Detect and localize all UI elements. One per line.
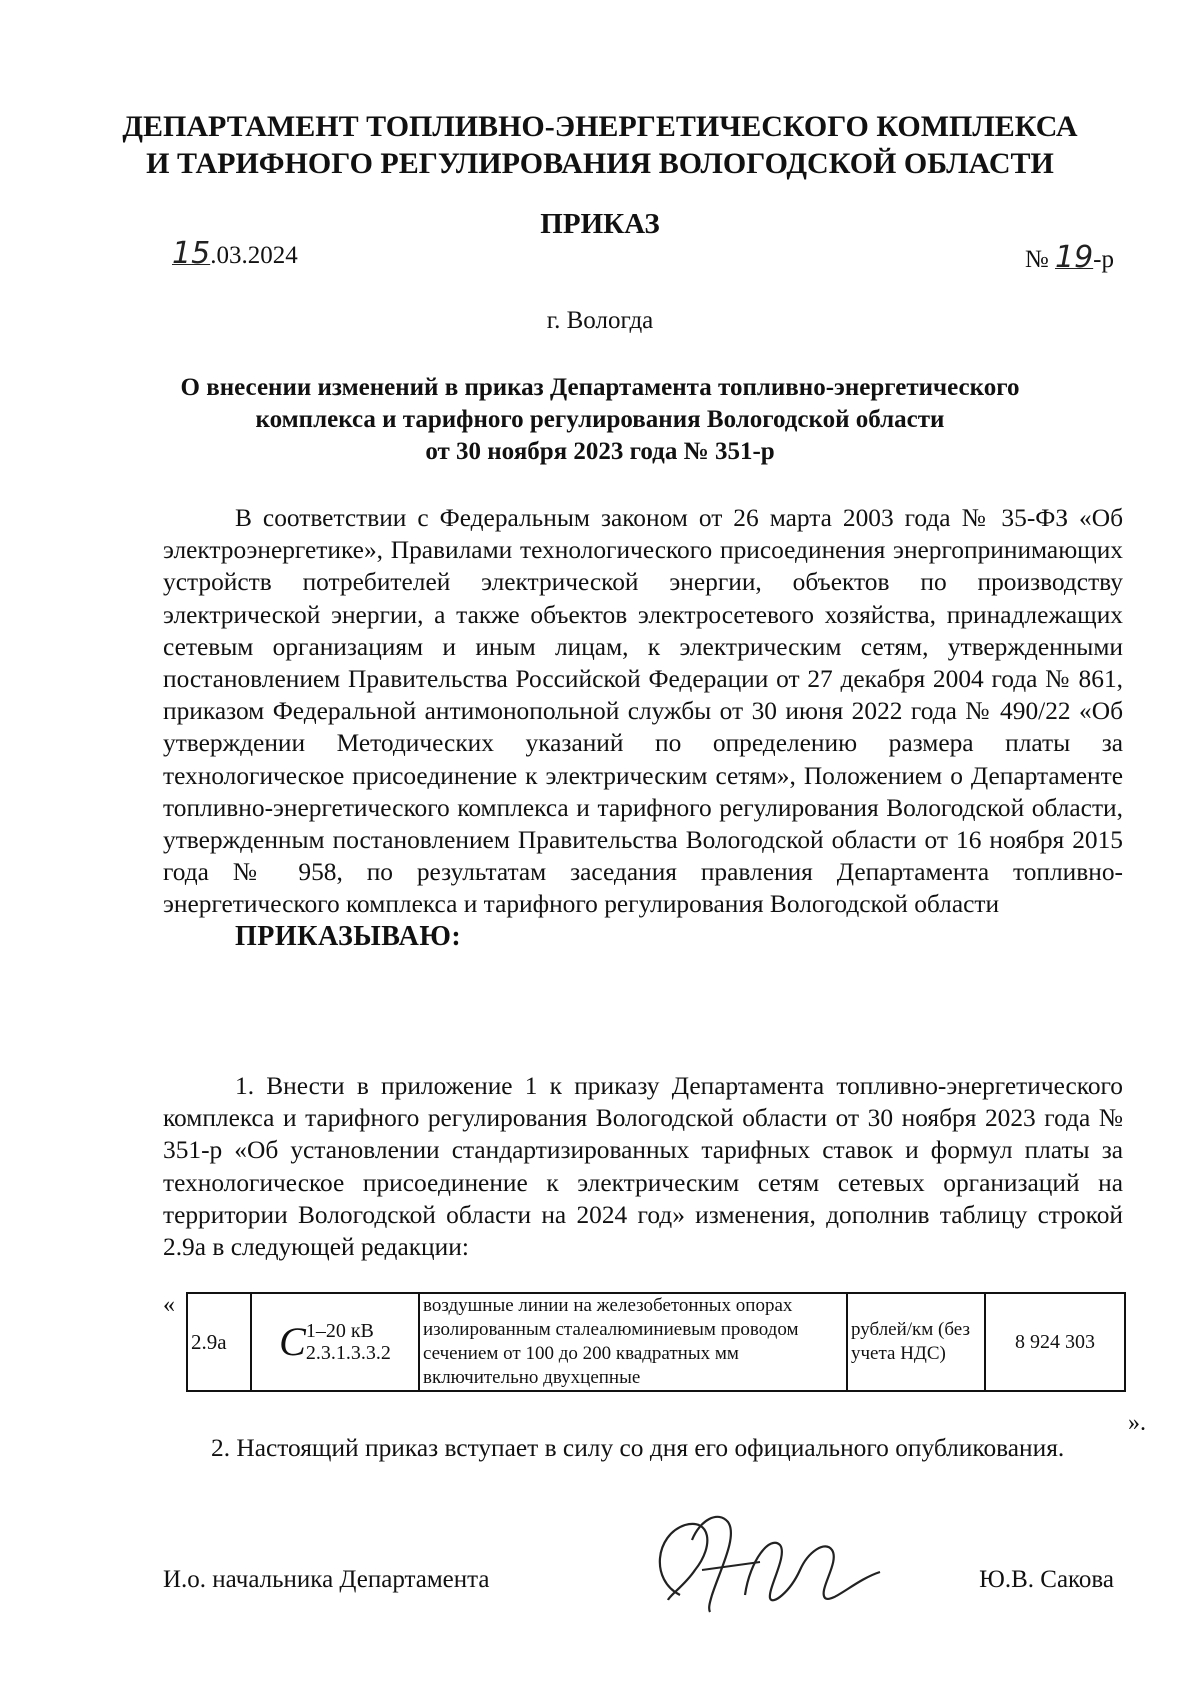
- formula-superscript: 1–20 кВ: [305, 1320, 374, 1342]
- table-close-quote: ».: [1128, 1410, 1146, 1436]
- city: г. Вологда: [546, 307, 654, 334]
- formula-subscript: 2.3.1.3.3.2: [305, 1342, 391, 1364]
- number-sign: №: [1024, 246, 1049, 273]
- subject-line-1: О внесении изменений в приказ Департамента топливно-энергетического: [180, 374, 1020, 401]
- table-open-quote: «: [163, 1292, 175, 1318]
- subject-line-3: от 30 ноября 2023 года № 351-р: [425, 438, 775, 465]
- subject-line-2: комплекса и тарифного регулирования Вологодской области: [255, 406, 945, 433]
- handwritten-number: 19: [1054, 240, 1094, 275]
- department-header: [0, 108, 1200, 182]
- signatory-name: Ю.В. Сакова: [979, 1566, 1114, 1593]
- value-cell: 8 924 303: [985, 1293, 1125, 1391]
- row-number-cell: 2.9а: [187, 1293, 251, 1391]
- preamble-paragraph: [163, 502, 1123, 953]
- date-rest: .03.2024: [210, 242, 298, 269]
- preamble-text: В соответствии с Федеральным законом от 26 марта 2003 года № 35-ФЗ «Об электроэнергетике», Правилами технологического присоединения энергопринимающих устройств потребителей электрической энергии, объектов по производству электрической энергии, а также объектов электросетевого хозяйства, принадлежащих сетевым организациям и иным лицам, к электрическим сетям, утвержденными постановлением Правительства Российской Федерации от 27 декабря 2004 года № 861, приказом Федеральной антимонопольной службы от 30 июня 2022 года № 490/22 «Об утверждении Методических указаний по определению размера платы за технологическое присоединение к электрическим сетям», Положением о Департаменте топливно-энергетического комплекса и тарифного регулирования Вологодской области, утвержденным постановлением Правительства Вологодской области от 16 ноября 2015 года № 958, по результатам заседания правления Департамента топливно-энергетического комплекса и тарифного регулирования Вологодской области: [163, 504, 1123, 919]
- document-type-title: ПРИКАЗ: [540, 208, 660, 240]
- order-subject: [0, 372, 1200, 468]
- decree-word: ПРИКАЗЫВАЮ:: [235, 920, 462, 952]
- amendment-table: [186, 1292, 1126, 1392]
- handwritten-signature-icon: [640, 1500, 890, 1620]
- formula-symbol: C: [279, 1319, 306, 1364]
- order-date: [172, 236, 298, 271]
- formula-indices: [306, 1320, 391, 1364]
- formula-cell: [251, 1293, 419, 1391]
- item-1-paragraph: 1. Внести в приложение 1 к приказу Департамента топливно-энергетического комплекса и тарифного регулирования Вологодской области от 30 ноября 2023 года № 351-р «Об установлении стандартизированных тарифных ставок и формул платы за технологическое присоединение к электрическим сетям сетевых организаций на территории Вологодской области на 2024 год» изменения, дополнив таблицу строкой 2.9а в следующей редакции:: [163, 1072, 1123, 1262]
- department-header-line-2: И ТАРИФНОГО РЕГУЛИРОВАНИЯ ВОЛОГОДСКОЙ ОБЛАСТИ: [146, 147, 1054, 180]
- description-cell: воздушные линии на железобетонных опорах изолированным сталеалюминиевым проводом сечением от 100 до 200 квадратных мм включительно двухцепные: [419, 1293, 847, 1391]
- item-2-paragraph: 2. Настоящий приказ вступает в силу со дня его официального опубликования.: [211, 1434, 1065, 1462]
- handwritten-day: 15: [172, 236, 211, 271]
- number-suffix: -р: [1093, 246, 1114, 273]
- signatory-role: И.о. начальника Департамента: [163, 1566, 490, 1593]
- unit-cell: рублей/км (без учета НДС): [847, 1293, 985, 1391]
- order-number: [1025, 240, 1114, 275]
- table-row: [187, 1293, 1125, 1391]
- department-header-line-1: ДЕПАРТАМЕНТ ТОПЛИВНО-ЭНЕРГЕТИЧЕСКОГО КОМПЛЕКСА: [122, 110, 1078, 143]
